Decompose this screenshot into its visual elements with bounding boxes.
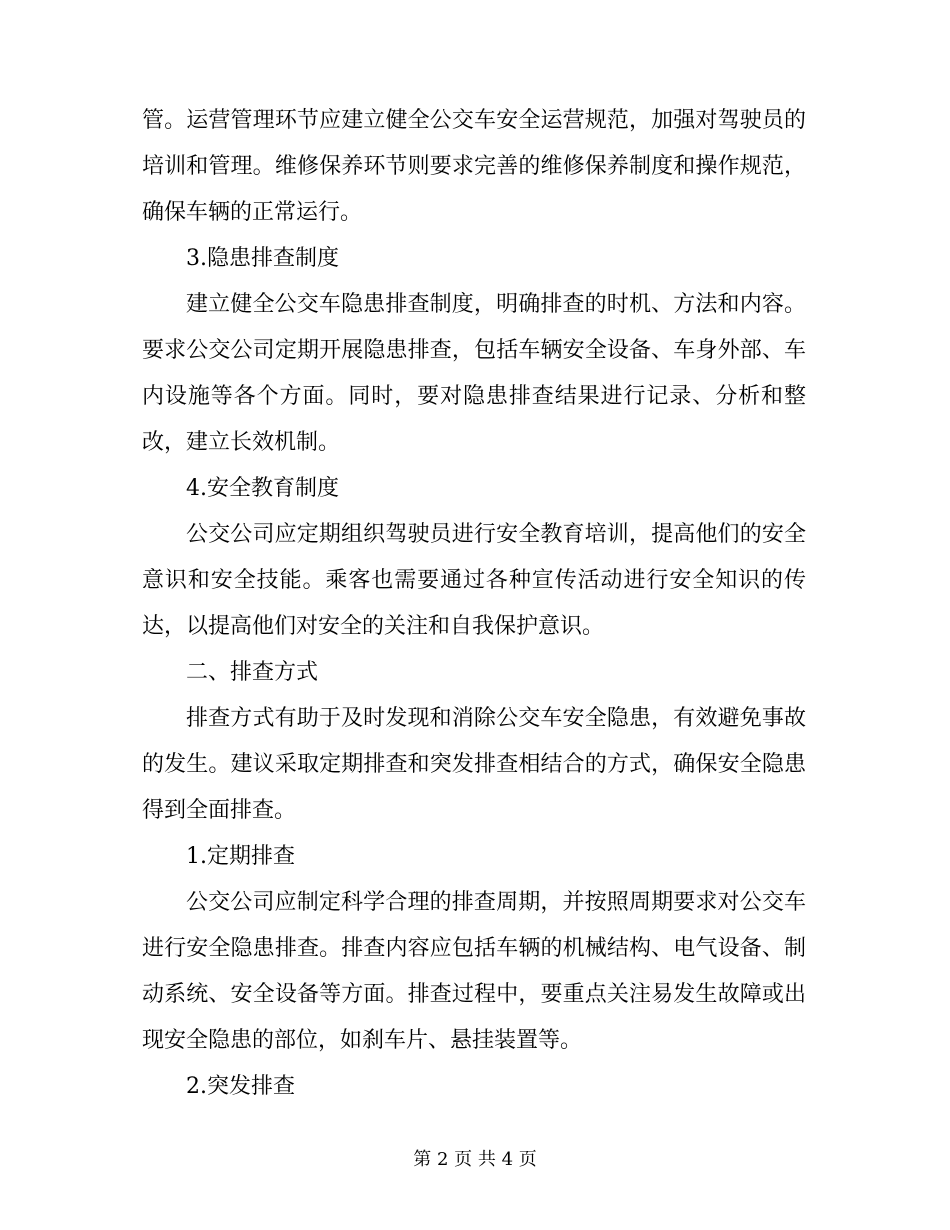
- paragraph-regular-inspection: 公交公司应制定科学合理的排查周期，并按照周期要求对公交车进行安全隐患排查。排查内容应包括车辆的机械结构、电气设备、制动系统、安全设备等方面。排查过程中，要重点关注易发生故障或出现安全隐患的部位，如刹车片、悬挂装置等。: [142, 890, 806, 1053]
- paragraph-continuation: 管。运营管理环节应建立健全公交车安全运营规范，加强对驾驶员的培训和管理。维修保养环节则要求完善的维修保养制度和操作规范，确保车辆的正常运行。: [142, 108, 806, 225]
- document-body: [142, 98, 806, 1110]
- page-number-footer: 第 2 页 共 4 页: [413, 1149, 537, 1170]
- section-heading-hazard-inspection-system: 3.隐患排查制度: [186, 246, 339, 271]
- paragraph-inspection-methods: 排查方式有助于及时发现和消除公交车安全隐患，有效避免事故的发生。建议采取定期排查和突发排查相结合的方式，确保安全隐患得到全面排查。: [142, 706, 806, 823]
- paragraph-safety-education: 公交公司应定期组织驾驶员进行安全教育培训，提高他们的安全意识和安全技能。乘客也需要通过各种宣传活动进行安全知识的传达，以提高他们对安全的关注和自我保护意识。: [142, 522, 806, 639]
- section-heading-inspection-methods: 二、排查方式: [186, 660, 319, 685]
- section-heading-regular-inspection: 1.定期排查: [186, 844, 295, 869]
- section-heading-sudden-inspection: 2.突发排查: [186, 1074, 295, 1099]
- paragraph-hazard-inspection: 建立健全公交车隐患排查制度，明确排查的时机、方法和内容。要求公交公司定期开展隐患排查，包括车辆安全设备、车身外部、车内设施等各个方面。同时，要对隐患排查结果进行记录、分析和整改，建立长效机制。: [142, 292, 806, 455]
- section-heading-safety-education-system: 4.安全教育制度: [186, 476, 339, 501]
